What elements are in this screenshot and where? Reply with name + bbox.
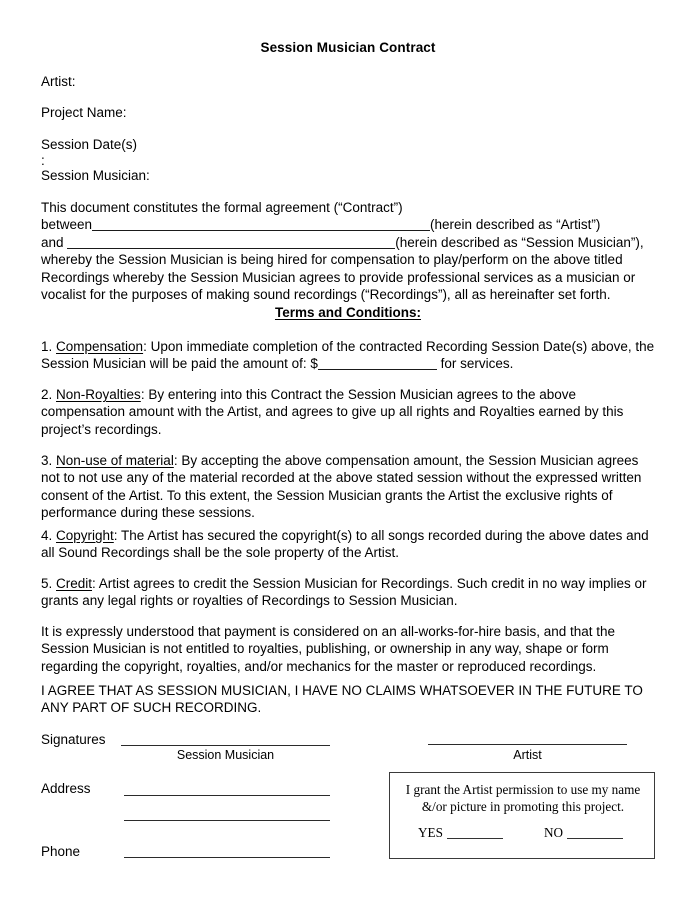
clause-3-title: Non-use of material: [56, 453, 174, 468]
address-label: Address: [41, 781, 91, 796]
clause-3-text: : By accepting the above compensation amount, the Session Musician agrees not to not use any of the material recorded at the above stated session without the expressed written consent of the Artist. To this extent, the Session Musician grants the Artist the exclusive rights of performance during these sessions.: [41, 453, 642, 521]
permission-yes-option[interactable]: [418, 825, 503, 841]
clause-credit: [41, 575, 657, 610]
clause-4-text: : The Artist has secured the copyright(s) to all songs recorded during the above dates and all Sound Recordings shall be the sole property of the Artist.: [41, 528, 649, 561]
clause-copyright: [41, 527, 657, 562]
clause-5-title: Credit: [56, 576, 93, 591]
address-line-1[interactable]: [124, 795, 330, 796]
artist-name-blank[interactable]: [92, 230, 430, 231]
field-artist: Artist:: [41, 74, 76, 89]
permission-no-label: NO: [544, 825, 564, 840]
terms-heading-label: Terms and Conditions:: [274, 305, 421, 320]
field-session-musician: Session Musician:: [41, 168, 150, 183]
clause-1-title: Compensation: [56, 339, 144, 354]
phone-line[interactable]: [124, 857, 330, 858]
between-label: between: [41, 217, 93, 233]
clause-3-number: 3.: [41, 453, 57, 468]
permission-no-option[interactable]: [544, 825, 623, 841]
clause-1-text-after: for services.: [436, 356, 514, 372]
clause-1-number: 1.: [41, 339, 57, 354]
between-suffix: (herein described as “Artist”): [430, 217, 601, 233]
clause-4-number: 4.: [41, 528, 57, 543]
phone-label: Phone: [41, 844, 81, 859]
clause-4-title: Copyright: [56, 528, 114, 543]
artist-caption: Artist: [513, 748, 542, 762]
clause-1-text-before: : Upon immediate completion of the contracted Recording Session Date(s) above, the Session Musician will be paid the amount of: $: [41, 339, 655, 372]
artist-signature-line[interactable]: [428, 744, 627, 745]
intro-paragraph: [41, 199, 657, 303]
permission-box: [389, 772, 655, 859]
session-musician-caption: Session Musician: [176, 748, 275, 762]
intro-rest: whereby the Session Musician is being hired for compensation to play/perform on the above titled Recordings whereby the Session Musician agrees to provide professional services as a musician or vocalist for the purposes of making sound recordings (“Recordings”), all as hereinafter set forth.: [41, 252, 636, 303]
permission-box-text: I grant the Artist permission to use my name &/or picture in promoting this project.: [405, 782, 641, 814]
permission-yes-blank[interactable]: [447, 838, 503, 839]
intro-line-1: This document constitutes the formal agreement (“Contract”): [41, 200, 403, 215]
field-session-dates: Session Date(s): [41, 137, 138, 152]
clause-2-number: 2.: [41, 387, 57, 402]
signatures-label: Signatures: [41, 732, 106, 747]
clause-2-title: Non-Royalties: [56, 387, 141, 402]
address-line-2[interactable]: [124, 820, 330, 821]
clause-5-text: : Artist agrees to credit the Session Musician for Recordings. Such credit in no way implies or grants any legal rights or royalties of Recordings to Session Musician.: [41, 576, 647, 609]
clause-compensation: [41, 338, 657, 373]
clause-5-number: 5.: [41, 576, 57, 591]
clause-non-use-of-material: [41, 452, 657, 522]
clause-2-text: : By entering into this Contract the Session Musician agrees to the above compensation amount with the Artist, and agrees to give up all rights and Royalties earned by this project’s recordings.: [41, 387, 624, 437]
permission-yes-label: YES: [418, 825, 443, 840]
work-for-hire-paragraph: It is expressly understood that payment is considered on an all-works-for-hire basis, and that the Session Musician is not entitled to royalties, publishing, or ownership in any way, shape or form regarding the copyright, royalties, and/or mechanics for the master or reproduced recordings.: [41, 624, 616, 674]
session-musician-name-blank[interactable]: [67, 248, 395, 249]
field-project-name: Project Name:: [41, 105, 127, 120]
session-musician-signature-line[interactable]: [121, 745, 330, 746]
agreement-statement: I AGREE THAT AS SESSION MUSICIAN, I HAVE NO CLAIMS WHATSOEVER IN THE FUTURE TO ANY PART OF SUCH RECORDING.: [41, 683, 643, 716]
page-title: Session Musician Contract: [260, 40, 436, 55]
compensation-amount-blank[interactable]: [318, 369, 437, 370]
and-suffix: (herein described as “Session Musician”),: [395, 234, 644, 250]
and-label: and: [41, 234, 68, 250]
permission-no-blank[interactable]: [567, 838, 623, 839]
field-session-dates-colon: :: [41, 153, 45, 168]
terms-and-conditions-heading: [41, 305, 655, 320]
clause-non-royalties: [41, 386, 657, 438]
